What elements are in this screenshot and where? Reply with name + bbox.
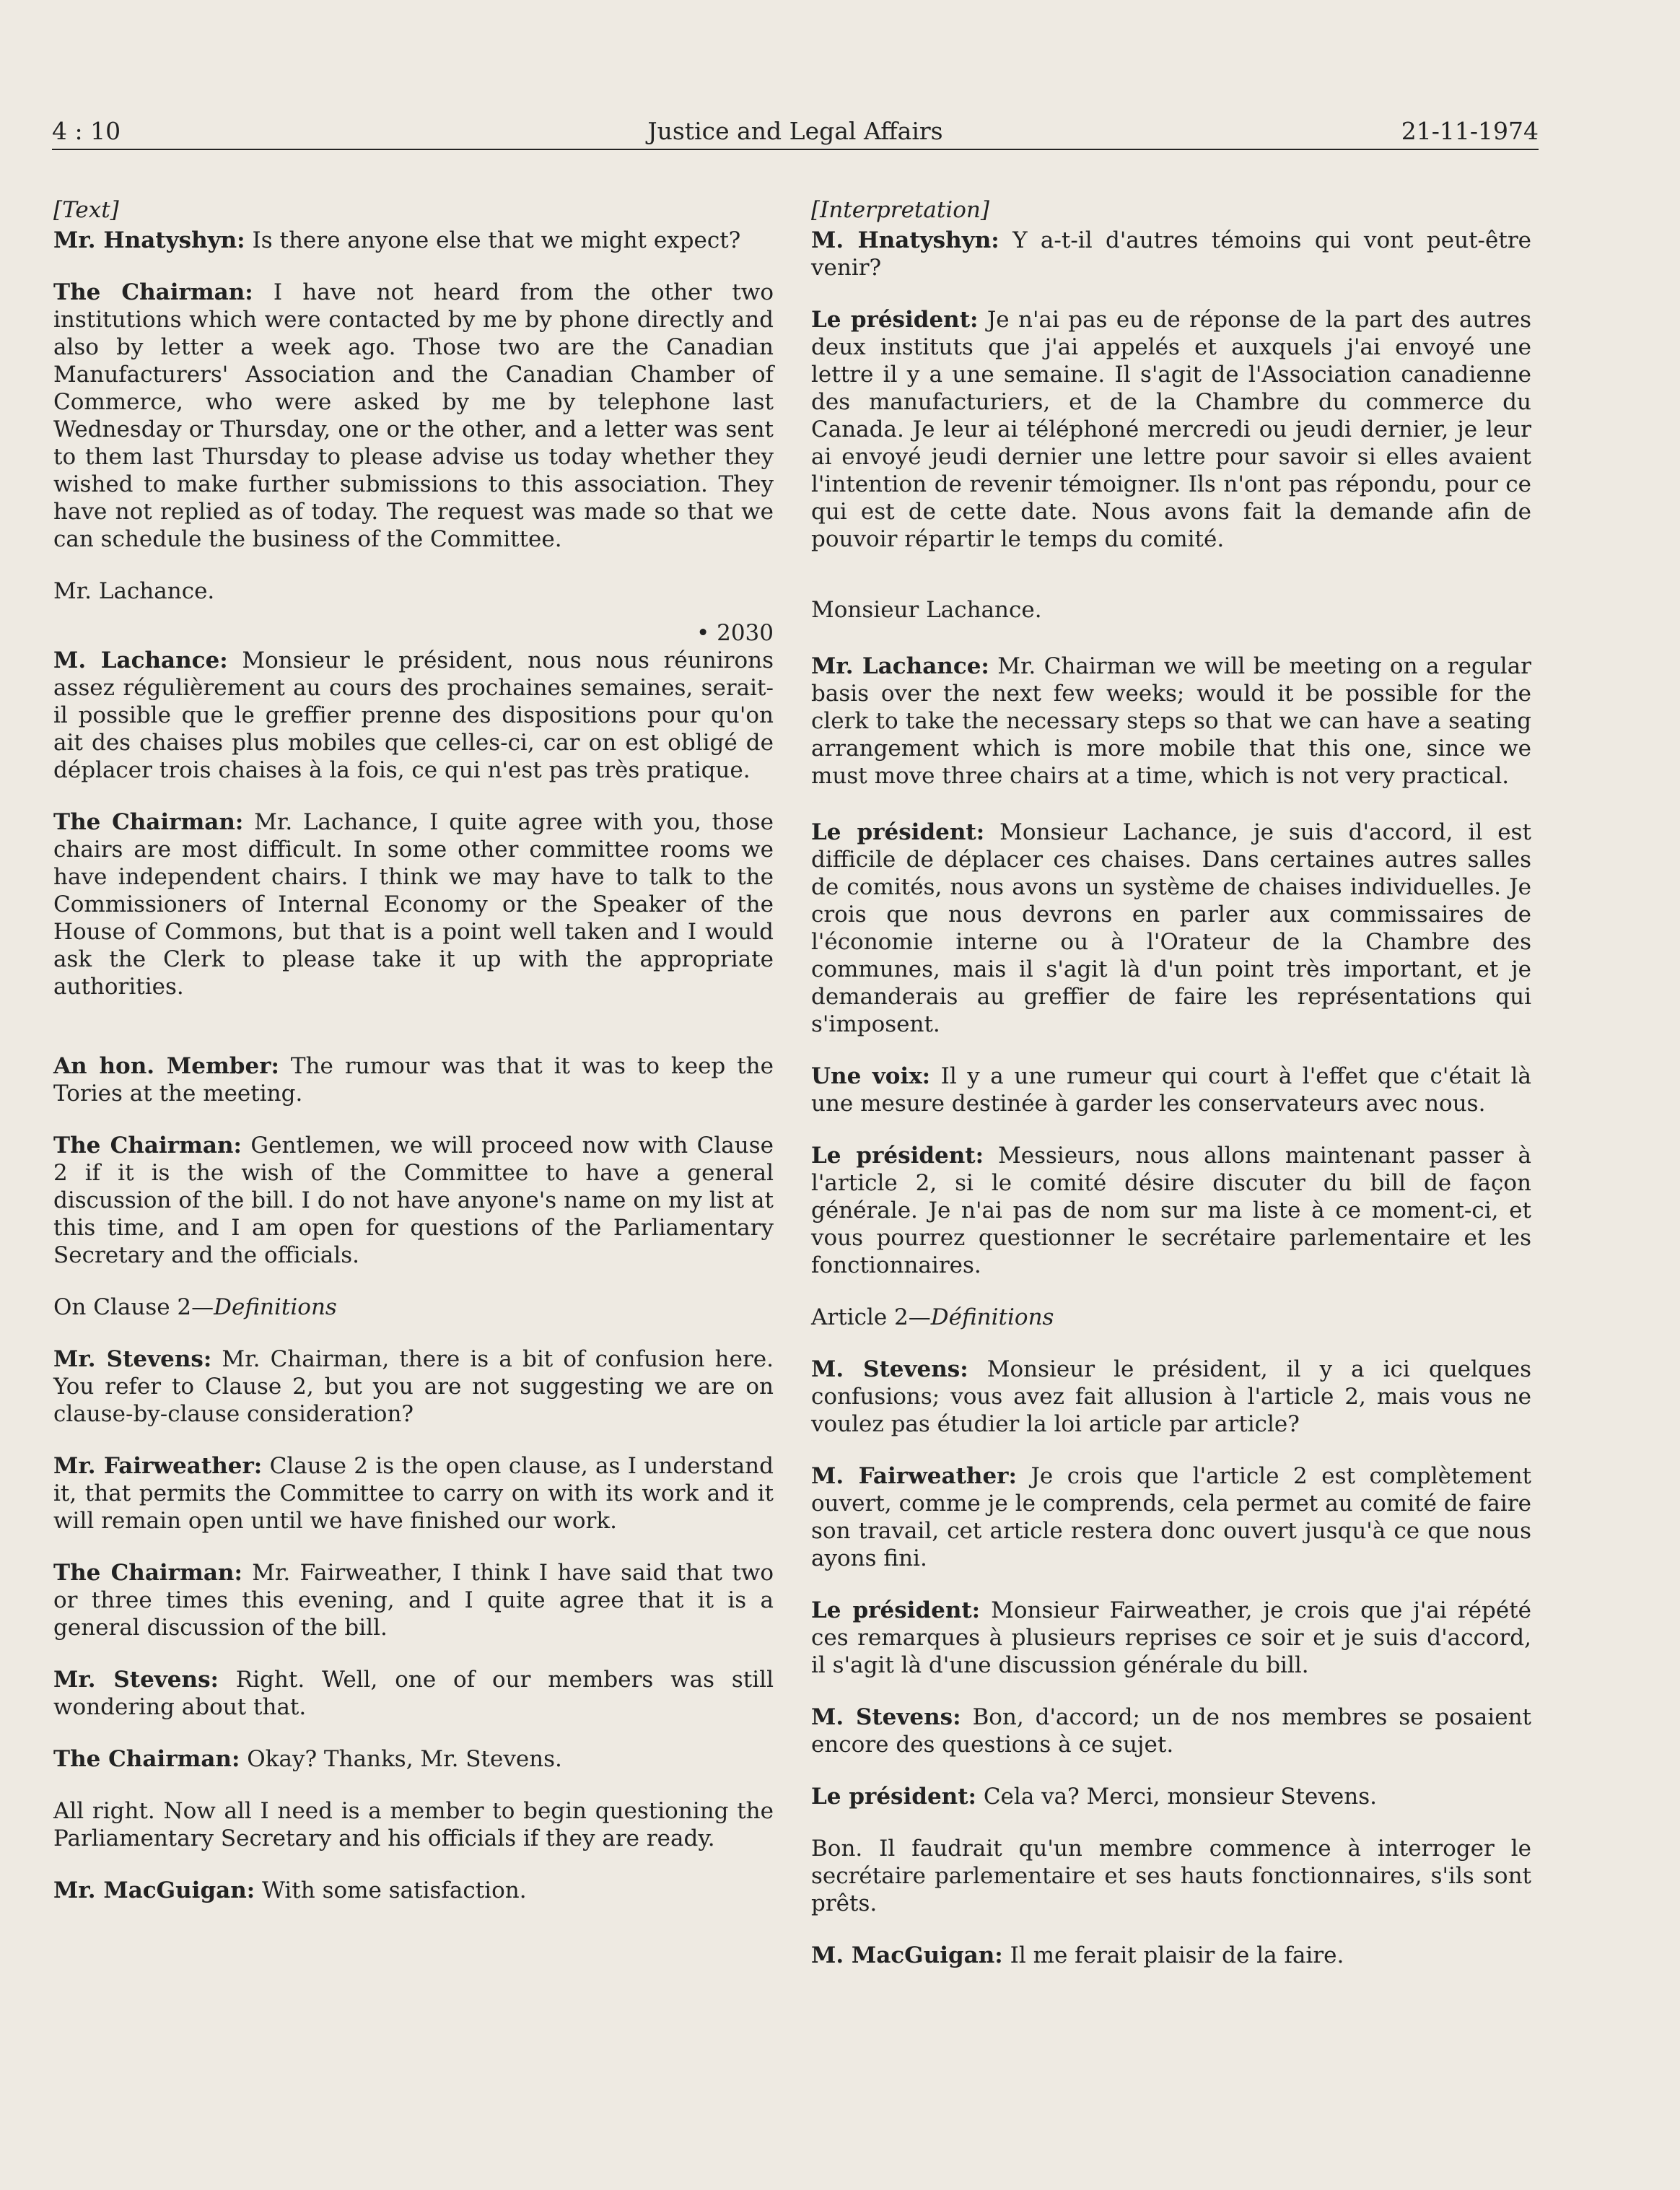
interpretation-column — [811, 196, 1531, 1994]
speaker-name: The Chairman: — [53, 809, 244, 835]
speech-text: Il y a une rumeur qui court à l'effet que c'était là une mesure destinée à garder les conservateurs avec nous. — [811, 1063, 1531, 1117]
english-column — [53, 196, 774, 1929]
speaker-name: Mr. Fairweather: — [53, 1453, 263, 1479]
speech-text: I have not heard from the other two institutions which were contacted by me by phone directly and also by letter a week ago. Those two are the Canadian Manufacturers' Association and the Canadian Chamber of Commerce, who were asked by me by telephone last Wednesday or Thursday, one or the other, and a letter was sent to them last Thursday to please advise us today whether they wished to make further submissions to this association. They have not replied as of today. The request was made so that we can schedule the business of the Committee. — [53, 279, 774, 552]
speaker-name: Mr. Lachance: — [811, 653, 989, 679]
paragraph — [811, 1063, 1531, 1117]
speaker-name: Mr. Stevens: — [53, 1346, 212, 1372]
paragraph — [53, 1452, 774, 1535]
speech-text: Bon, d'accord; un de nos membres se posaient encore des questions à ce sujet. — [811, 1704, 1531, 1758]
speech-text: Monsieur le président, il y a ici quelques confusions; vous avez fait allusion à l'article 2, mais vous ne voulez pas étudier la loi article par article? — [811, 1356, 1531, 1437]
header-date: 21-11-1974 — [1401, 117, 1539, 145]
paragraph — [53, 808, 774, 1000]
paragraph: All right. Now all I need is a member to begin questioning the Parliamentary Secretary and his officials if they are ready. — [53, 1798, 774, 1851]
speaker-name: M. Lachance: — [53, 647, 228, 673]
paragraph — [53, 1745, 774, 1773]
column-tag: [Interpretation] — [811, 197, 989, 223]
speaker-name: M. Fairweather: — [811, 1463, 1017, 1489]
speaker-name: The Chairman: — [53, 279, 253, 305]
speaker-name: Le président: — [811, 819, 985, 845]
speaker-name: An hon. Member: — [53, 1053, 279, 1079]
paragraph — [53, 1052, 774, 1107]
speech-text: Mr. Fairweather, I think I have said that two or three times this evening, and I quite agree that it is a general discussion of the bill. — [53, 1560, 774, 1641]
speech-text: Monsieur le président, nous nous réunirons assez régulièrement au cours des prochaines semaines, serait-il possible que le greffier prenne des dispositions pour qu'on ait des chaises plus mobiles que celles-ci, car on est obligé de déplacer trois chaises à la fois, ce qui n'est pas très pratique. — [53, 647, 774, 783]
speaker-name: The Chairman: — [53, 1746, 240, 1772]
paragraph — [53, 279, 774, 553]
speech-text: Il me ferait plaisir de la faire. — [1002, 1942, 1344, 1968]
speech-text: Gentlemen, we will proceed now with Clause 2 if it is the wish of the Committee to have a general discussion of the bill. I do not have anyone's name on my list at this time, and I am open for questions of the Parliamentary Secretary and the officials. — [53, 1133, 774, 1268]
speaker-name: The Chairman: — [53, 1133, 242, 1159]
paragraph — [53, 1132, 774, 1269]
speaker-name: Le président: — [811, 307, 979, 333]
speech-text: Cela va? Merci, monsieur Stevens. — [976, 1784, 1377, 1810]
speaker-name: Le président: — [811, 1597, 981, 1623]
paragraph — [53, 647, 774, 784]
paragraph — [53, 1877, 774, 1904]
speech-text: Je crois que l'article 2 est complètement ouvert, comme je le comprends, cela permet au comité de faire son travail, cet article restera donc ouvert jusqu'à ce que nous ayons fini. — [811, 1463, 1531, 1571]
speaker-name: M. MacGuigan: — [811, 1942, 1003, 1968]
speech-text: Mr. Lachance, I quite agree with you, those chairs are most difficult. In some other committee rooms we have independent chairs. I think we may have to talk to the Commissioners of Internal Economy or the Speaker of the House of Commons, but that is a point well taken and I would ask the Clerk to please take it up with the appropriate authorities. — [53, 809, 774, 1000]
speech-text: Is there anyone else that we might expect? — [245, 227, 741, 253]
paragraph — [53, 1666, 774, 1721]
speech-text: Messieurs, nous allons maintenant passer à l'article 2, si le comité désire discuter du bill de façon générale. Je n'ai pas de nom sur ma liste à ce moment-ci, et vous pourrez questionner le secrétaire parlementaire et les fonctionnaires. — [811, 1143, 1531, 1278]
speaker-name: M. Hnatyshyn: — [811, 227, 999, 253]
paragraph — [53, 227, 774, 254]
page-number: 4 : 10 — [52, 117, 121, 145]
paragraph — [811, 1783, 1531, 1810]
clause-heading: On Clause 2—Definitions — [53, 1294, 337, 1320]
speaker-name: Mr. Stevens: — [53, 1667, 219, 1693]
speech-text: Je n'ai pas eu de réponse de la part des autres deux instituts que j'ai appelés et auxquels j'ai envoyé une lettre il y a une semaine. Il s'agit de l'Association canadienne des manufacturiers, et de la Chambre du commerce du Canada. Je leur ai téléphoné mercredi ou jeudi dernier, je leur ai envoyé jeudi dernier une lettre pour savoir si elles avaient l'intention de revenir témoigner. Ils n'ont pas répondu, pour ce qui est de cette date. Nous avons fait la demande afin de pouvoir répartir le temps du comité. — [811, 307, 1531, 552]
running-header — [52, 117, 1539, 146]
paragraph: Mr. Lachance. — [53, 578, 215, 604]
speech-text: Right. Well, one of our members was still wondering about that. — [53, 1667, 774, 1720]
speaker-name: Le président: — [811, 1784, 976, 1810]
header-rule — [52, 149, 1539, 150]
column-tag: [Text] — [53, 197, 119, 223]
paragraph — [811, 819, 1531, 1038]
paragraph — [53, 1559, 774, 1641]
speech-text: Y a-t-il d'autres témoins qui vont peut-être venir? — [811, 227, 1531, 281]
paragraph — [811, 1703, 1531, 1758]
clause-heading: Article 2—Définitions — [811, 1304, 1054, 1330]
speech-text: Monsieur Fairweather, je crois que j'ai répété ces remarques à plusieurs reprises ce soir et je suis d'accord, il s'agit là d'une discussion générale du bill. — [811, 1597, 1531, 1678]
paragraph — [811, 306, 1531, 553]
paragraph — [811, 227, 1531, 282]
paragraph — [811, 1597, 1531, 1679]
paragraph — [811, 1142, 1531, 1279]
speaker-name: The Chairman: — [53, 1560, 242, 1586]
speech-text: Clause 2 is the open clause, as I understand it, that permits the Committee to carry on with its work and it will remain open until we have finished our work. — [53, 1453, 774, 1534]
paragraph — [811, 1462, 1531, 1572]
speaker-name: Mr. MacGuigan: — [53, 1877, 255, 1903]
paragraph — [811, 653, 1531, 790]
paragraph: Bon. Il faudrait qu'un membre commence à interroger le secrétaire parlementaire et ses hauts fonctionnaires, s'ils sont prêts. — [811, 1836, 1531, 1916]
speech-text: With some satisfaction. — [255, 1877, 527, 1903]
paragraph — [811, 1356, 1531, 1438]
paragraph — [811, 1942, 1531, 1969]
time-marker: • 2030 — [696, 620, 774, 646]
speech-text: Monsieur Lachance, je suis d'accord, il est difficile de déplacer ces chaises. Dans certaines autres salles de comités, nous avons un système de chaises individuelles. Je crois que nous devrons en parler aux commissaires de l'économie interne ou à l'Orateur de la Chambre des communes, mais il s'agit là d'un point très important, et je demanderais au greffier de faire les représentations qui s'imposent. — [811, 819, 1531, 1037]
paragraph: Monsieur Lachance. — [811, 597, 1042, 623]
speech-text: Mr. Chairman we will be meeting on a regular basis over the next few weeks; would it be possible for the clerk to take the necessary steps so that we can have a seating arrangement which is more mobile that this one, since we must move three chairs at a time, which is not very practical. — [811, 653, 1531, 789]
speech-text: Okay? Thanks, Mr. Stevens. — [240, 1746, 562, 1772]
speech-text: The rumour was that it was to keep the Tories at the meeting. — [53, 1053, 774, 1107]
header-title: Justice and Legal Affairs — [647, 117, 943, 145]
speaker-name: Une voix: — [811, 1063, 931, 1089]
speaker-name: Mr. Hnatyshyn: — [53, 227, 245, 253]
speech-text: Mr. Chairman, there is a bit of confusion here. You refer to Clause 2, but you are not suggesting we are on clause-by-clause consideration? — [53, 1346, 774, 1427]
speaker-name: M. Stevens: — [811, 1704, 961, 1730]
speaker-name: M. Stevens: — [811, 1356, 968, 1382]
paragraph — [53, 1345, 774, 1428]
speaker-name: Le président: — [811, 1143, 984, 1169]
